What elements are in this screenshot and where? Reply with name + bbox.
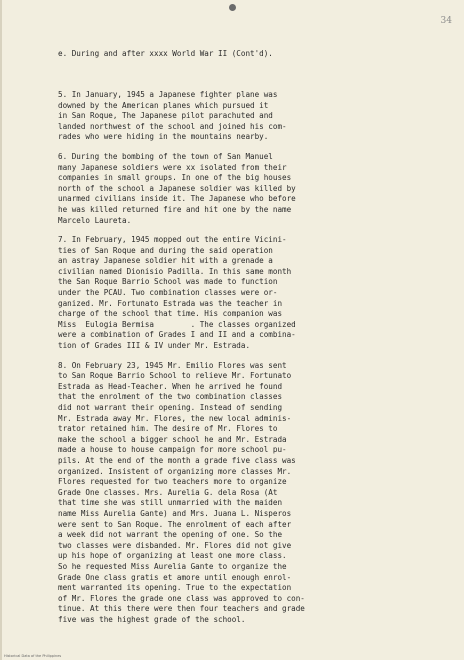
text-line: So he requested Miss Aurelia Gante to organize the: [58, 561, 287, 571]
text-line: Estrada as Head-Teacher. When he arrived he found: [58, 381, 283, 391]
text-line: were sent to San Roque. The enrolment of each after: [58, 519, 292, 529]
text-line: rades who were hiding in the mountains nearby.: [58, 132, 269, 142]
text-line: Mr. Estrada away Mr. Flores, the new local adminis-: [58, 413, 292, 423]
text-line: of Mr. Flores the grade one class was approved to con-: [58, 593, 305, 603]
text-line: ties of San Roque and during the said operation: [58, 245, 273, 255]
text-line: up his hope of organizing at least one more class.: [58, 551, 287, 561]
paragraph-8: [58, 361, 448, 626]
text-line: landed northwest of the school and joined his com-: [58, 121, 287, 131]
text-line: under the PCAU. Two combination classes were or-: [58, 288, 278, 298]
text-line: made a house to house campaign for more school pu-: [58, 445, 287, 455]
paragraph-5: [58, 90, 448, 143]
text-line: ment warranted its opening. True to the expectation: [58, 583, 292, 593]
text-line: make the school a bigger school he and Mr. Estrada: [58, 434, 287, 444]
paragraph-list: [58, 90, 448, 626]
text-line: to San Roque Barrio School to relieve Mr. Fortunato: [58, 371, 292, 381]
text-line: civilian named Dionisio Padilla. In this same month: [58, 266, 292, 276]
page-number: 34: [440, 16, 452, 26]
text-line: five was the highest grade of the school.: [58, 614, 246, 624]
text-line: were a combination of Grades I and II and a combina-: [58, 330, 296, 340]
text-line: north of the school a Japanese soldier was killed by: [58, 183, 296, 193]
text-line: the San Roque Barrio School was made to function: [58, 277, 278, 287]
text-line: he was killed returned fire and hit one by the name: [58, 204, 292, 214]
document-body: [58, 28, 448, 656]
text-line: that the enrolment of the two combination classes: [58, 392, 283, 402]
text-line: ganized. Mr. Fortunato Estrada was the teacher in: [58, 298, 283, 308]
page-edge: [0, 0, 2, 660]
text-line: a week did not warrant the opening of one. So the: [58, 530, 283, 540]
text-line: trator retained him. The desire of Mr. Flores to: [58, 424, 278, 434]
punch-hole-icon: [229, 4, 236, 11]
text-line: charge of the school that time. His companion was: [58, 309, 283, 319]
text-line: an astray Japanese soldier hit with a grenade a: [58, 256, 273, 266]
text-line: Grade One classes. Mrs. Aurelia G. dela Rosa (At: [58, 487, 278, 497]
paragraph-7: [58, 235, 448, 352]
text-line: did not warrant their opening. Instead of sending: [58, 403, 283, 412]
text-line: tinue. At this there were then four teachers and grade: [58, 604, 305, 614]
page-footer: Historical Data of the Philippines: [4, 654, 62, 658]
text-line: downed by the American planes which pursued it: [58, 100, 269, 110]
text-line: Marcelo Laureta.: [58, 215, 132, 225]
text-line: 6. During the bombing of the town of San Manuel: [58, 151, 273, 161]
text-line: organized. Insistent of organizing more classes Mr.: [58, 466, 292, 476]
text-line: many Japanese soldiers were xx isolated from their: [58, 162, 287, 172]
text-line: in San Roque, The Japanese pilot parachuted and: [58, 111, 273, 121]
text-line: pils. At the end of the month a grade five class was: [58, 455, 296, 465]
text-line: that time she was still unmarried with the maiden: [58, 498, 283, 508]
paragraph-6: [58, 152, 448, 226]
text-line: name Miss Aurelia Gante) and Mrs. Juana L. Nisperos: [58, 508, 292, 518]
text-line: unarmed civilians inside it. The Japanese who before: [58, 194, 296, 204]
text-line: 8. On February 23, 1945 Mr. Emilio Flores was sent: [58, 360, 287, 370]
text-line: 5. In January, 1945 a Japanese fighter plane was: [58, 89, 278, 99]
text-line: 7. In February, 1945 mopped out the entire Vicini-: [58, 235, 287, 245]
text-line: tion of Grades III & IV under Mr. Estrada.: [58, 341, 251, 351]
section-heading: e. During and after xxxx World War II (Cont'd).: [58, 49, 273, 59]
text-line: Flores requested for two teachers more to organize: [58, 477, 287, 487]
text-line: companies in small groups. In one of the big houses: [58, 173, 292, 183]
text-line: two classes were disbanded. Mr. Flores did not give: [58, 540, 292, 550]
text-line: Miss Eulogia Bermisa . The classes organized: [58, 319, 296, 329]
text-line: Grade One class gratis et amore until enough enrol-: [58, 572, 292, 582]
